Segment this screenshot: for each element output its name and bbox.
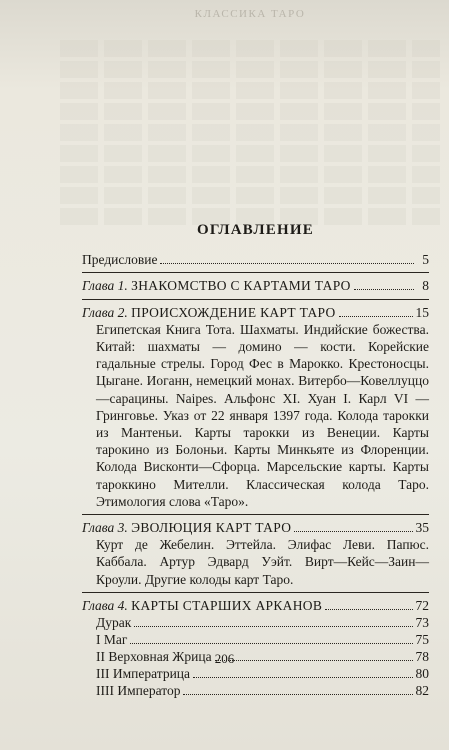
leader-dots: [134, 626, 412, 627]
toc-subentry: [82, 682, 429, 699]
leader-dots: [354, 289, 414, 290]
chapter-3-description: Курт де Жебелин. Эттейла. Элифас Леви. Папюс. Каббала. Артур Эдвард Уэйт. Вирт—Кейс—Заин—Кроули. Другие колоды карт Таро.: [96, 537, 429, 587]
leader-dots: [339, 316, 413, 317]
toc-subentry: [82, 665, 429, 682]
subentry-label: II Верховная Жрица: [96, 649, 212, 665]
leader-dots: [160, 263, 414, 264]
toc-entry-chapter-1: [82, 277, 429, 294]
subentry-label: Дурак: [96, 615, 132, 631]
toc-entry-chapter-4: [82, 597, 429, 614]
leader-dots: [325, 609, 412, 610]
separator-line: [82, 299, 429, 300]
subentry-label: III Императрица: [96, 666, 191, 682]
toc-entry-chapter-2: [82, 304, 429, 321]
toc-entry-chapter-3: [82, 519, 429, 536]
chapter-3-title: ЭВОЛЮЦИЯ КАРТ ТАРО: [131, 520, 292, 536]
chapter-4-page: 72: [415, 597, 429, 613]
subentry-page: 78: [415, 649, 429, 665]
subentry-page: 75: [415, 632, 429, 648]
page-number: 206: [214, 651, 235, 666]
leader-dots: [183, 694, 412, 695]
chapter-1-prefix: Глава 1.: [82, 278, 128, 294]
toc-title: ОГЛАВЛЕНИЕ: [197, 222, 314, 238]
leader-dots: [193, 677, 412, 678]
separator-line: [82, 592, 429, 593]
running-header: КЛАССИКА ТАРО: [194, 8, 306, 20]
toc-entry-preface: [82, 251, 429, 268]
chapter-2-title: ПРОИСХОЖДЕНИЕ КАРТ ТАРО: [131, 304, 336, 320]
chapter-4-title: КАРТЫ СТАРШИХ АРКАНОВ: [131, 597, 323, 613]
chapter-1-page: 8: [422, 278, 429, 294]
chapter-3-prefix: Глава 3.: [82, 520, 128, 536]
leader-dots: [294, 531, 412, 532]
chapter-2-description: Египетская Книга Тота. Шахматы. Индийские божества. Китай: шахматы — домино — кости. Корейские гадальные стрелы. Город Фес в Марокко. Крестоносцы. Цыгане. Иоганн, немецкий монах. Витербо—Ковеллуццо—сарацины. Naipes. Альфонс XI. Хуан I. Карл VI — Гринговье. Указ от 22 января 1397 года. Колода тарокки из Мантеньи. Карты тарокки из Венеции. Карты тарокино из Болоньи. Карты Минкьяте из Флоренции. Колода Висконти—Сфорца. Марсельские карты. Карты тароккино Мителли. Классическая колода Таро. Этимология слова «Таро».: [96, 321, 429, 509]
table-of-contents: [82, 222, 429, 699]
preface-page: 5: [422, 252, 429, 268]
separator-line: [82, 272, 429, 273]
chapter-2-prefix: Глава 2.: [82, 304, 128, 320]
subentry-page: 82: [415, 683, 429, 699]
toc-subentry: [82, 614, 429, 631]
leader-dots: [130, 643, 412, 644]
chapter-2-page: 15: [415, 304, 429, 320]
chapter-1-title: ЗНАКОМСТВО С КАРТАМИ ТАРО: [131, 278, 351, 294]
chapter-4-prefix: Глава 4.: [82, 597, 128, 613]
preface-label: Предисловие: [82, 252, 158, 268]
toc-subentry: [82, 631, 429, 648]
subentry-page: 80: [415, 666, 429, 682]
subentry-label: I Маг: [96, 632, 128, 648]
subentry-label: IIII Император: [96, 683, 181, 699]
chapter-3-page: 35: [415, 520, 429, 536]
subentry-page: 73: [415, 615, 429, 631]
separator-line: [82, 514, 429, 515]
